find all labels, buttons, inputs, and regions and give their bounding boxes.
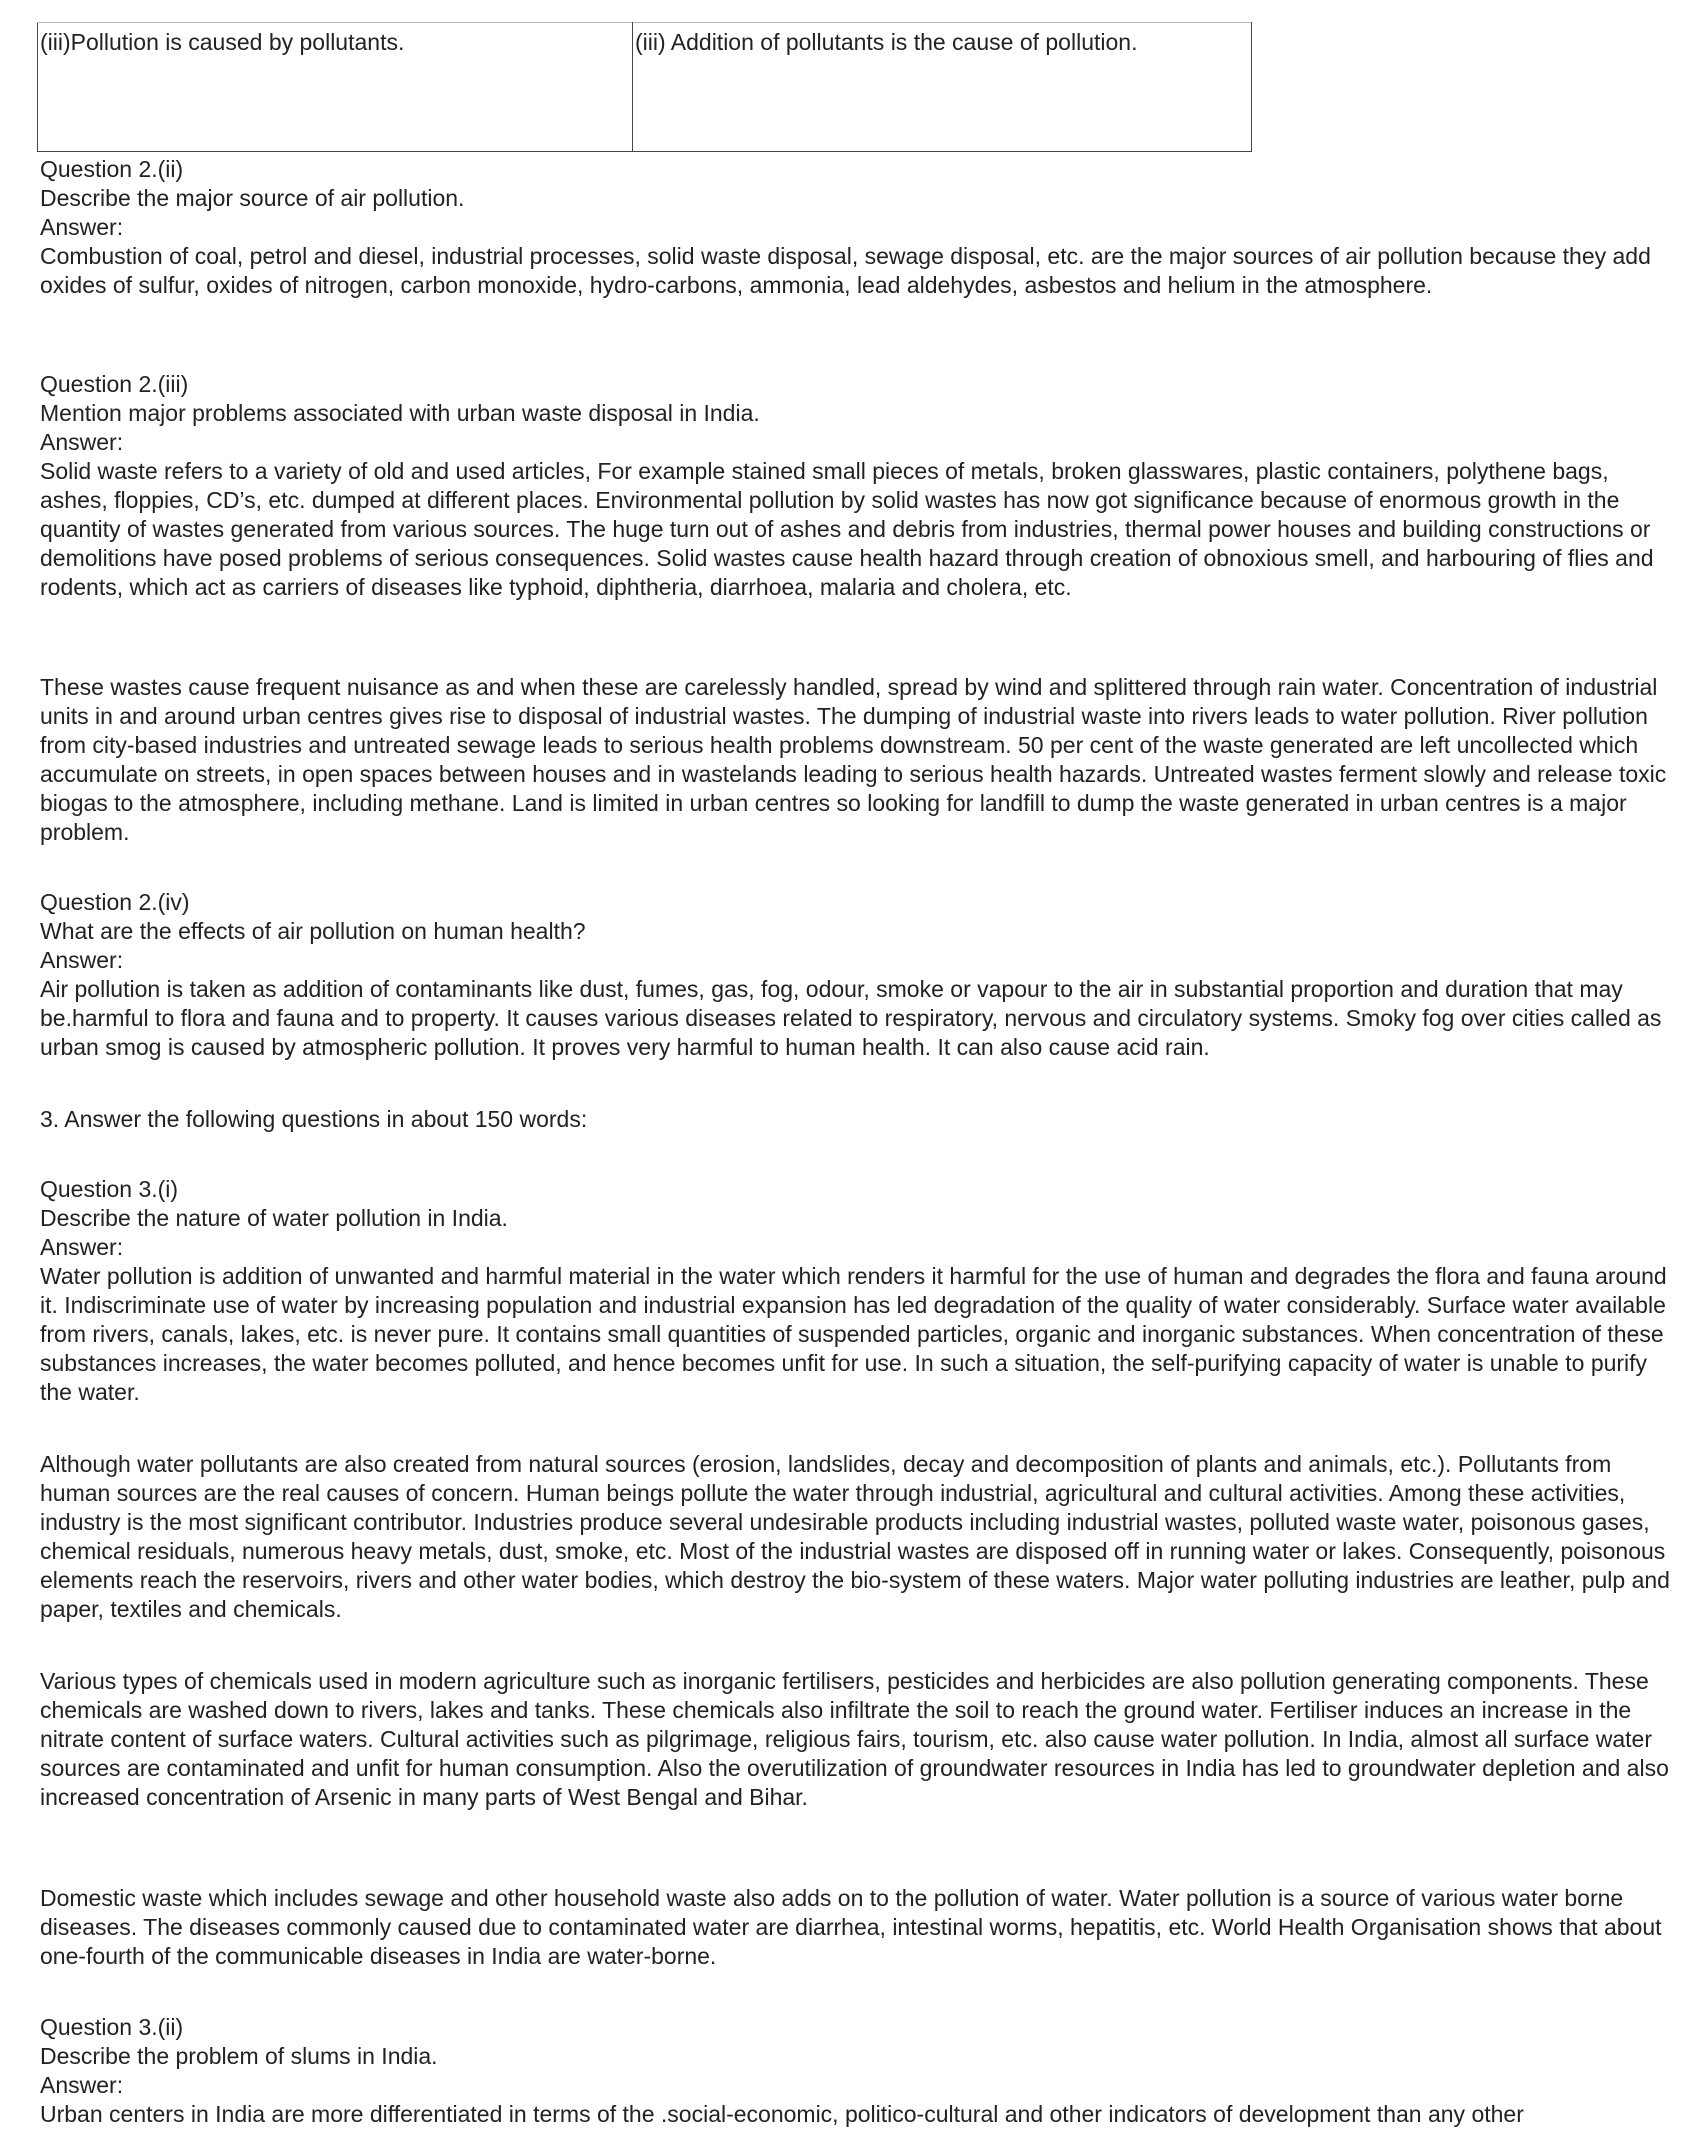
answer-paragraph: Urban centers in India are more differentiated in terms of the .social-economic, politico-cultural and other indicators of development than any other — [40, 2101, 1524, 2127]
answer-paragraph: Although water pollutants are also created from natural sources (erosion, landslides, decay and decomposition of plants and animals, etc.). Pollutants from human sources are the real causes of concern. Human beings pollute the water through industrial, agricultural and cultural activities. Among these activities, industry is the most significant contributor. Industries produce several undesirable products including industrial wastes, polluted waste water, poisonous gases, chemical residuals, numerous heavy metals, dust, smoke, etc. Most of the industrial wastes are disposed off in running water or lakes. Consequently, poisonous elements reach the reservoirs, rivers and other water bodies, which destroy the bio-system of these waters. Major water polluting industries are leather, pulp and paper, textiles and chemicals. — [40, 1451, 1670, 1622]
question-3-ii — [40, 2013, 1680, 2129]
question-3-i-paragraph-3 — [40, 1667, 1680, 1812]
answer-paragraph: These wastes cause frequent nuisance as and when these are carelessly handled, spread by wind and splittered through rain water. Concentration of industrial units in and around urban centres gives rise to disposal of industrial wastes. The dumping of industrial waste into rivers leads to water pollution. River pollution from city-based industries and untreated sewage leads to serious health problems downstream. 50 per cent of the waste generated are left uncollected which accumulate on streets, in open spaces between houses and in wastelands leading to serious health hazards. Untreated wastes ferment slowly and release toxic biogas to the atmosphere, including methane. Land is limited in urban centres so looking for landfill to dump the waste generated in urban centres is a major problem. — [40, 674, 1667, 845]
question-title: Question 3.(ii) — [40, 2014, 184, 2040]
answer-label: Answer: — [40, 1234, 124, 1260]
question-3-i-paragraph-2 — [40, 1450, 1680, 1624]
question-text: Mention major problems associated with urban waste disposal in India. — [40, 400, 760, 426]
answer-paragraph: Water pollution is addition of unwanted and harmful material in the water which renders it harmful for the use of human and degrades the flora and fauna around it. Indiscriminate use of water by increasing population and industrial expansion has led degradation of the quality of water considerably. Surface water available from rivers, canals, lakes, etc. is never pure. It contains small quantities of suspended particles, organic and inorganic substances. When concentration of these substances increases, the water becomes polluted, and hence becomes unfit for use. In such a situation, the self-purifying capacity of water is unable to purify the water. — [40, 1263, 1667, 1405]
question-text: Describe the problem of slums in India. — [40, 2043, 438, 2069]
question-2-iii — [40, 370, 1680, 602]
question-title: Question 2.(iii) — [40, 371, 189, 397]
answer-paragraph: Solid waste refers to a variety of old and used articles, For example stained small pieces of metals, broken glasswares, plastic containers, polythene bags, ashes, floppies, CD’s, etc. dumped at different places. Environmental pollution by solid wastes has now got significance because of enormous growth in the quantity of wastes generated from various sources. The huge turn out of ashes and debris from industries, thermal power houses and building constructions or demolitions have posed problems of serious consequences. Solid wastes cause health hazard through creation of obnoxious smell, and harbouring of flies and rodents, which act as carriers of diseases like typhoid, diphtheria, diarrhoea, malaria and cholera, etc. — [40, 458, 1654, 600]
answer-paragraph: Domestic waste which includes sewage and other household waste also adds on to the pollution of water. Water pollution is a source of various water borne diseases. The diseases commonly caused due to contaminated water are diarrhea, intestinal worms, hepatitis, etc. World Health Organisation shows that about one-fourth of the communicable diseases in India are water-borne. — [40, 1885, 1662, 1969]
question-text: What are the effects of air pollution on human health? — [40, 918, 586, 944]
comparison-table — [37, 22, 1252, 152]
table-cell-right: (iii) Addition of pollutants is the cause of pollution. — [633, 23, 1252, 152]
section-heading — [40, 1105, 1680, 1134]
question-2-iii-continued — [40, 673, 1680, 847]
question-text: Describe the major source of air pollution. — [40, 185, 465, 211]
section-3-heading: 3. Answer the following questions in about 150 words: — [40, 1106, 588, 1132]
question-3-i-paragraph-4 — [40, 1884, 1680, 1971]
answer-paragraph: Various types of chemicals used in modern agriculture such as inorganic fertilisers, pesticides and herbicides are also pollution generating components. These chemicals are washed down to rivers, lakes and tanks. These chemicals also infiltrate the soil to reach the ground water. Fertiliser induces an increase in the nitrate content of surface waters. Cultural activities such as pilgrimage, religious fairs, tourism, etc. also cause water pollution. In India, almost all surface water sources are contaminated and unfit for human consumption. Also the overutilization of groundwater resources in India has led to groundwater depletion and also increased concentration of Arsenic in many parts of West Bengal and Bihar. — [40, 1668, 1669, 1810]
question-2-ii — [40, 155, 1680, 300]
answer-paragraph: Combustion of coal, petrol and diesel, industrial processes, solid waste disposal, sewage disposal, etc. are the major sources of air pollution because they add oxides of sulfur, oxides of nitrogen, carbon monoxide, hydro-carbons, ammonia, lead aldehydes, asbestos and helium in the atmosphere. — [40, 243, 1651, 298]
question-title: Question 2.(iv) — [40, 889, 190, 915]
question-text: Describe the nature of water pollution in India. — [40, 1205, 508, 1231]
answer-label: Answer: — [40, 429, 124, 455]
answer-label: Answer: — [40, 214, 124, 240]
table-cell-left: (iii)Pollution is caused by pollutants. — [38, 23, 633, 152]
question-title: Question 2.(ii) — [40, 156, 184, 182]
question-3-i — [40, 1175, 1680, 1407]
table-row — [38, 23, 1252, 152]
answer-label: Answer: — [40, 947, 124, 973]
answer-label: Answer: — [40, 2072, 124, 2098]
question-2-iv — [40, 888, 1680, 1062]
answer-paragraph: Air pollution is taken as addition of contaminants like dust, fumes, gas, fog, odour, smoke or vapour to the air in substantial proportion and duration that may be.harmful to flora and fauna and to property. It causes various diseases related to respiratory, nervous and circulatory systems. Smoky fog over cities called as urban smog is caused by atmospheric pollution. It proves very harmful to human health. It can also cause acid rain. — [40, 976, 1662, 1060]
question-title: Question 3.(i) — [40, 1176, 179, 1202]
